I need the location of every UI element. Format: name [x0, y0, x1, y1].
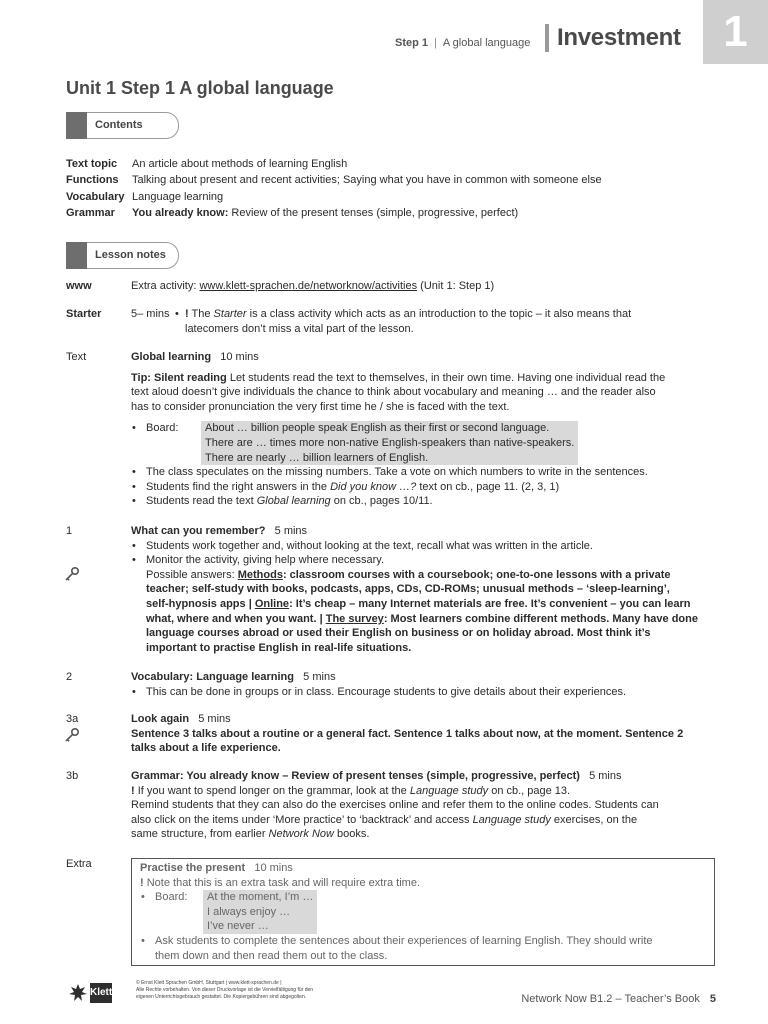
tab-marker: [66, 112, 87, 139]
header-title: Investment: [557, 24, 681, 51]
contents-row: [66, 190, 223, 205]
copyright-line: Alle Rechte vorbehalten. Von dieser Druckvorlage ist die Vervielfältigung für den: [136, 987, 314, 993]
body-text: also click on the items under ‘More practice’ to ‘backtrack’ and access: [131, 813, 473, 826]
body-text: If you want to spend longer on the grammar, look at the: [134, 784, 410, 797]
contents-key: Grammar: [66, 207, 115, 219]
starter-text: is a class activity which acts as an introduction to the topic – it also means that: [246, 308, 632, 320]
key-icon: [64, 566, 80, 582]
exclamation: !: [185, 308, 189, 320]
board-line: About … billion people speak English as their first or second language.: [201, 421, 578, 436]
starter-time: 5– mins: [131, 308, 170, 320]
answer-heading: Online: [254, 597, 290, 610]
klett-logo-mark: [68, 983, 88, 1003]
contents-value: Talking about present and recent activities; Saying what you have in common with someone else: [132, 174, 602, 186]
answer-text: language courses abroad or used their English on business or on holiday abroad. Most think it’s: [146, 627, 651, 640]
tab-marker: [66, 242, 87, 269]
answer-text: what, where and when you want. |: [146, 612, 326, 625]
answer-text: Sentence 3 talks about a routine or a general fact. Sentence 1 talks about now, at the moment. Sentence 2: [131, 727, 684, 740]
list-item: [131, 480, 716, 495]
body-text-em: Network Now: [268, 828, 334, 841]
section-time: 5 mins: [589, 770, 622, 782]
list-text: Students find the right answers in the: [146, 480, 331, 493]
breadcrumb: [395, 36, 530, 51]
board-item: [131, 421, 716, 465]
exercise-1-label: 1: [66, 525, 73, 537]
board-item: [140, 890, 706, 934]
contents-key: Vocabulary: [66, 191, 125, 203]
exercise-3b-label: 3b: [66, 770, 79, 782]
board-lines: [203, 890, 317, 934]
activities-link[interactable]: www.klett-sprachen.de/networknow/activities: [199, 280, 418, 292]
body-text: Note that this is an extra task and will require extra time.: [143, 876, 421, 889]
body-text: on cb., page 13.: [488, 784, 571, 797]
section-heading: Practise the present: [140, 862, 246, 874]
list-item: • Students work together and, without looking at the text, recall what was written in the article.: [131, 539, 716, 554]
possible-answers-label: Possible answers:: [146, 568, 238, 581]
starter-text-em: Starter: [213, 308, 247, 320]
exercise-3a-label: 3a: [66, 713, 79, 725]
bullet: •: [175, 308, 179, 320]
starter-text: The: [188, 308, 214, 320]
body-text: same structure, from earlier: [131, 828, 269, 841]
board-line: There are nearly … billion learners of English.: [201, 451, 578, 466]
list-text-em: Global learning: [256, 495, 331, 508]
starter-label: Starter: [66, 308, 102, 320]
lesson-notes-tab: [66, 242, 179, 269]
contents-row: [66, 173, 602, 188]
copyright-line: © Ernst Klett Sprachen GmbH, Stuttgart | www.klett-sprachen.de |: [136, 980, 282, 986]
tip-text: text aloud doesn’t give individuals the chance to think about vocabulary and meaning … and the reader also: [131, 386, 656, 399]
list-text: them down and then read them out to the class.: [155, 949, 388, 962]
contents-tab-label: Contents: [95, 119, 143, 131]
www-suffix: (Unit 1: Step 1): [417, 280, 495, 292]
section-time: 10 mins: [254, 862, 293, 874]
contents-row: [66, 206, 518, 221]
answer-text: talks about a life experience.: [131, 742, 281, 755]
exercise-1-body: [131, 524, 716, 655]
tip-text: has to consider pronunciation the very first time he / she is faced with the text.: [131, 400, 510, 413]
board-lines: [201, 421, 578, 465]
text-label: Text: [66, 351, 87, 363]
list-item: • This can be done in groups or in class. Encourage students to give details about their experiences.: [131, 685, 716, 700]
breadcrumb-topic: A global language: [442, 37, 531, 49]
list-item: • The class speculates on the missing numbers. Take a vote on which numbers to write in the sentences.: [131, 465, 716, 480]
board-line: I always enjoy …: [203, 905, 317, 920]
section-time: 10 mins: [220, 351, 259, 363]
section-heading: Global learning: [131, 351, 212, 363]
contents-value: Language learning: [132, 191, 224, 203]
body-text: Remind students that they can also do the exercises online and refer them to the online codes. Students can: [131, 799, 659, 812]
possible-answers: [131, 568, 716, 656]
key-icon: [64, 727, 80, 743]
contents-value-bold: You already know:: [132, 207, 229, 219]
extra-label: Extra: [66, 858, 92, 870]
starter-text-line2: latecomers don’t miss a vital part of the lesson.: [185, 322, 414, 335]
body-text-em: Language study: [472, 813, 551, 826]
section-heading: What can you remember?: [131, 525, 266, 537]
breadcrumb-step: Step 1: [395, 37, 429, 49]
body-text: books.: [333, 828, 370, 841]
answer-text: : Most learners combine different methods. Many have done: [383, 612, 698, 625]
board-label: • Board:: [146, 422, 179, 435]
contents-value: An article about methods of learning English: [132, 158, 348, 170]
exercise-3a-body: [131, 712, 716, 756]
tip-heading: Tip: Silent reading: [131, 371, 227, 384]
header-divider: [545, 24, 549, 52]
www-label: www: [66, 280, 92, 292]
answer-text: important to practise English in real-life situations.: [146, 641, 412, 654]
list-text: Students read the text: [146, 495, 257, 508]
answer-text: : It’s cheap – many Internet materials are free. It’s convenient – you can learn: [289, 597, 691, 610]
list-text: on cb., pages 10/11.: [330, 495, 433, 508]
klett-logo: [66, 980, 116, 1006]
board-line: At the moment, I’m …: [203, 890, 317, 905]
extra-box: [131, 858, 715, 966]
section-heading: Look again: [131, 713, 190, 725]
exclamation: !: [131, 784, 135, 797]
breadcrumb-separator: |: [434, 37, 437, 49]
section-time: 5 mins: [198, 713, 231, 725]
answer-heading: Methods: [237, 568, 283, 581]
contents-tab: [66, 112, 179, 139]
answer-text: teacher; self-study with books, podcasts, apps, CDs, CD-ROMs; unusual methods – ‘sleep-learning’,: [146, 583, 670, 596]
board-line: I’ve never …: [203, 919, 317, 934]
exercise-2-label: 2: [66, 671, 73, 683]
contents-key: Functions: [66, 174, 119, 186]
copyright-line: eigenen Unterrichtsgebrauch gestattet. Die Kopiergebühren sind abgegolten.: [136, 994, 307, 1000]
board-label: • Board:: [155, 891, 188, 904]
list-text: • Ask students to complete the sentences about their experiences of learning English. They should write: [155, 934, 653, 947]
footer-book-info: [521, 992, 716, 1007]
board-line: There are … times more non-native English-speakers than native-speakers.: [201, 436, 578, 451]
contents-row: [66, 157, 347, 172]
answer-text: : classroom courses with a coursebook; one-to-one lessons with a private: [282, 568, 671, 581]
list-item: [140, 934, 706, 963]
unit-number-box: [703, 0, 768, 64]
list-text-em: Did you know …?: [330, 480, 417, 493]
answer-text: self-hypnosis apps |: [146, 597, 255, 610]
text-body: [131, 350, 716, 509]
book-title: Network Now B1.2 – Teacher’s Book: [521, 993, 700, 1005]
exclamation: !: [140, 876, 144, 889]
unit-number: 1: [723, 7, 748, 56]
contents-value: Review of the present tenses (simple, progressive, perfect): [228, 207, 519, 219]
section-heading: Vocabulary: Language learning: [131, 671, 294, 683]
body-text-em: Language study: [409, 784, 489, 797]
list-item: • Monitor the activity, giving help where necessary.: [131, 553, 716, 568]
body-text: exercises, on the: [550, 813, 638, 826]
exercise-3b-body: [131, 769, 716, 842]
starter-body: [131, 307, 716, 336]
lesson-notes-tab-label: Lesson notes: [95, 249, 166, 261]
section-heading: Grammar: You already know – Review of present tenses (simple, progressive, perfect): [131, 770, 580, 782]
exercise-2-body: [131, 670, 716, 699]
list-text: text on cb., page 11. (2, 3, 1): [416, 480, 560, 493]
www-prefix: Extra activity:: [131, 280, 200, 292]
www-line: [131, 279, 716, 294]
page-number: 5: [709, 993, 716, 1005]
list-item: [131, 494, 716, 509]
section-time: 5 mins: [303, 671, 336, 683]
klett-logo-text: Klett: [90, 983, 112, 1003]
contents-key: Text topic: [66, 158, 118, 170]
copyright: [136, 980, 361, 1001]
page-title: Unit 1 Step 1 A global language: [66, 78, 334, 98]
section-time: 5 mins: [274, 525, 308, 537]
answer-heading: The survey: [325, 612, 384, 625]
tip-text: Let students read the text to themselves, in their own time. Having one individual read the: [226, 371, 666, 384]
